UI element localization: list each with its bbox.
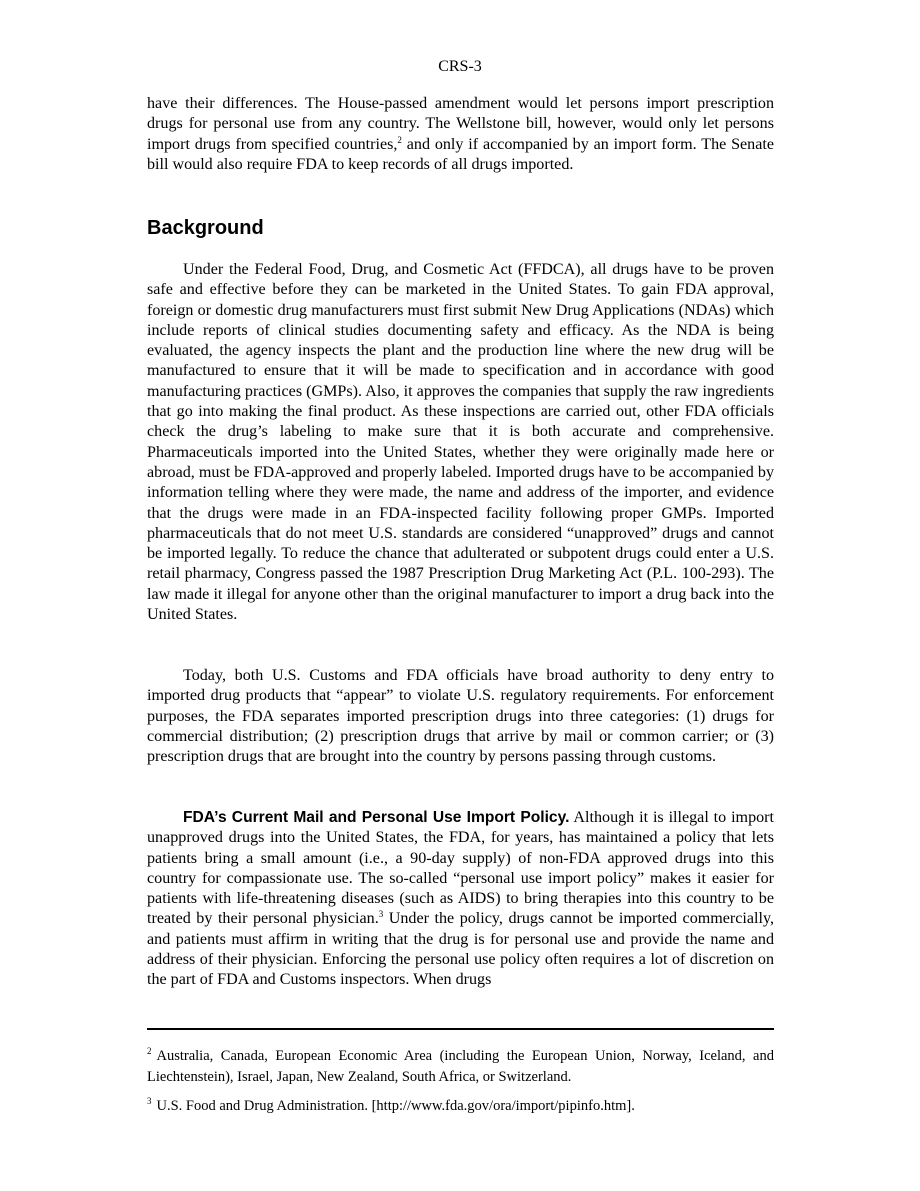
- policy-text-part2: Under the policy, drugs cannot be imported commercially, and patients must affirm in writing that the drug is for personal use and provide the name and address of their physician. Enforcing the personal use policy often requires a lot of discretion on the part of FDA and Customs inspectors. When drugs: [147, 910, 774, 989]
- footnote-number: 3: [147, 1096, 152, 1106]
- footnote-ref-2[interactable]: 2: [397, 134, 402, 145]
- policy-runin-heading: FDA’s Current Mail and Personal Use Import Policy.: [183, 809, 570, 826]
- footnote-separator: [147, 1028, 774, 1030]
- policy-paragraph: [147, 808, 774, 991]
- footnote-number: 2: [147, 1046, 152, 1056]
- background-paragraph: Under the Federal Food, Drug, and Cosmetic Act (FFDCA), all drugs have to be proven safe and effective before they can be marketed in the United States. To gain FDA approval, foreign or domestic drug manufacturers must first submit New Drug Applications (NDAs) which include reports of clinical studies documenting safety and efficacy. As the NDA is being evaluated, the agency inspects the plant and the production line where the new drug will be manufactured to ensure that it will be made to specification and in accordance with good manufacturing practices (GMPs). Also, it approves the companies that supply the raw ingredients that go into making the final product. As these inspections are carried out, other FDA officials check the drug’s labeling to make sure that it is both accurate and comprehensive. Pharmaceuticals imported into the United States, whether they were originally made here or abroad, must be FDA-approved and properly labeled. Imported drugs have to be accompanied by information telling where they were made, the name and address of the importer, and evidence that the drugs were made in an FDA-inspected facility following proper GMPs. Imported pharmaceuticals that do not meet U.S. standards are considered “unapproved” drugs and cannot be imported legally. To reduce the chance that adulterated or subpotent drugs could enter a U.S. retail pharmacy, Congress passed the 1987 Prescription Drug Marketing Act (P.L. 100-293). The law made it illegal for anyone other than the original manufacturer to import a drug back into the United States.: [147, 261, 774, 624]
- intro-text-part2: and only if accompanied by an import form. The Senate bill would also require FDA to keep records of all drugs imported.: [147, 135, 774, 173]
- footnote-2: [147, 1046, 774, 1087]
- intro-text-part1: have their differences. The House-passed amendment would let persons import prescription drugs for personal use from any country. The Wellstone bill, however, would only let persons import drugs from specified countries,: [147, 95, 774, 153]
- footnote-text: U.S. Food and Drug Administration. [http://www.fda.gov/ora/import/pipinfo.htm].: [156, 1098, 635, 1114]
- today-paragraph: Today, both U.S. Customs and FDA officials have broad authority to deny entry to imported drug products that “appear” to violate U.S. regulatory requirements. For enforcement purposes, the FDA separates imported prescription drugs into three categories: (1) drugs for commercial distribution; (2) prescription drugs that arrive by mail or common carrier; or (3) prescription drugs that are brought into the country by persons passing through customs.: [147, 667, 774, 766]
- page-header: CRS-3: [438, 58, 482, 75]
- intro-paragraph: [147, 94, 774, 175]
- footnote-ref-3[interactable]: 3: [378, 909, 384, 920]
- footnote-3: [147, 1096, 774, 1117]
- policy-text-part1: Although it is illegal to import unapproved drugs into the United States, the FDA, for years, has maintained a policy that lets patients bring a small amount (i.e., a 90-day supply) of non-FDA approved drugs into this country for compassionate use. The so-called “personal use import policy” makes it easier for patients with life-threatening diseases (such as AIDS) to bring therapies into this country to be treated by their personal physician.: [147, 809, 774, 928]
- footnote-text: Australia, Canada, European Economic Area (including the European Union, Norway, Iceland, and Liechtenstein), Israel, Japan, New Zealand, South Africa, or Switzerland.: [147, 1048, 774, 1085]
- section-heading-background: Background: [147, 217, 264, 239]
